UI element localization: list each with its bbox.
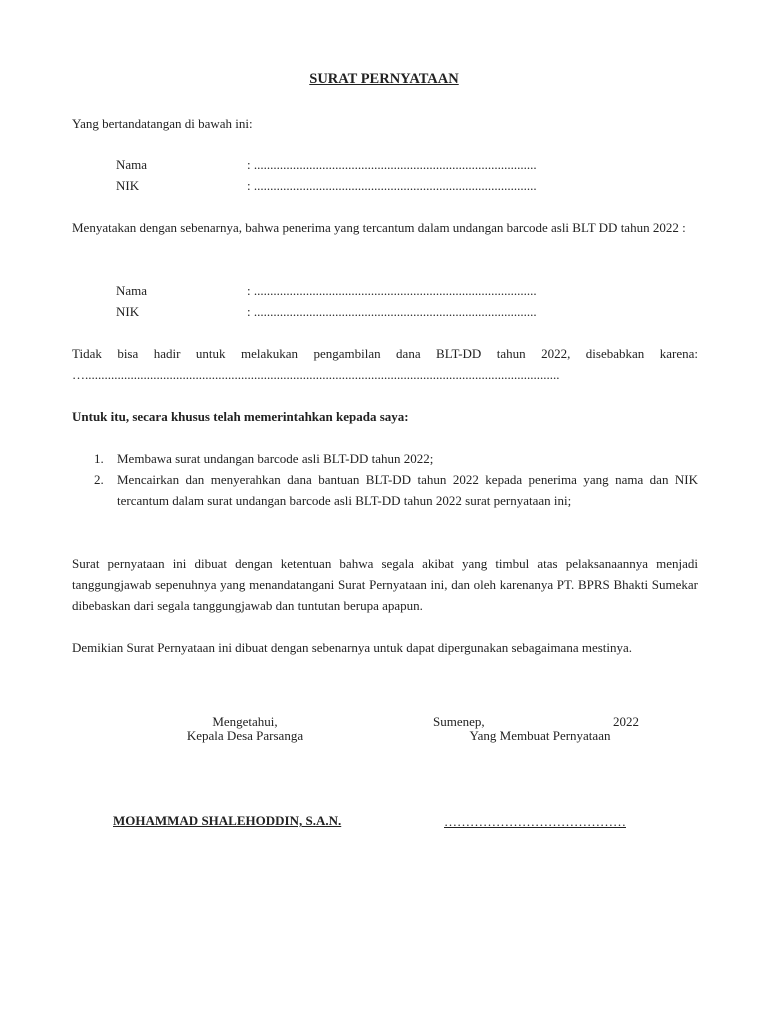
year-label: 2022 [613, 714, 639, 729]
recipient-nik-label: NIK [116, 304, 140, 319]
duty-number: 1. [94, 451, 104, 466]
village-head-name: MOHAMMAD SHALEHODDIN, S.A.N. [113, 813, 342, 828]
recipient-nik-value: : ....................................................................................... [247, 304, 537, 319]
duty-number: 2. [94, 472, 104, 487]
duty-text: Mencairkan dan menyerahkan dana bantuan BLT-DD tahun 2022 kepada penerima yang nama dan NIK tercantum dalam surat undangan barcode asli BLT-DD tahun 2022 surat pernyataan ini; [117, 472, 698, 508]
reason-dots: ….................................................................................................................................................. [72, 367, 560, 382]
duty-text: Membawa surat undangan barcode asli BLT-DD tahun 2022; [117, 451, 434, 466]
signer-nik-label: NIK [116, 178, 140, 193]
place-label: Sumenep, [433, 714, 485, 729]
reason-paragraph: Tidak bisa hadir untuk melakukan pengambilan dana BLT-DD tahun 2022, disebabkan karena: [72, 346, 698, 361]
statement-paragraph: Menyatakan dengan sebenarnya, bahwa penerima yang tercantum dalam undangan barcode asli BLT DD tahun 2022 : [72, 220, 686, 235]
recipient-name-label: Nama [116, 283, 148, 298]
closing-paragraph: Demikian Surat Pernyataan ini dibuat dengan sebenarnya untuk dapat dipergunakan sebagaimana mestinya. [72, 640, 633, 655]
document-title: SURAT PERNYATAAN [309, 71, 459, 87]
signer-name-label: Nama [116, 157, 148, 172]
intro-text: Yang bertandatangan di bawah ini: [72, 116, 253, 131]
declarant-name-line: …………………………………… [444, 814, 626, 829]
authorization-heading: Untuk itu, secara khusus telah memerintahkan kepada saya: [72, 409, 409, 424]
declarant-title: Yang Membuat Pernyataan [469, 728, 611, 743]
signer-nik-value: : ....................................................................................... [247, 178, 537, 193]
acknowledged-label: Mengetahui, [212, 714, 278, 729]
recipient-name-value: : ....................................................................................... [247, 283, 537, 298]
village-head-title: Kepala Desa Parsanga [186, 728, 304, 743]
liability-paragraph: Surat pernyataan ini dibuat dengan ketentuan bahwa segala akibat yang timbul atas pelaksanaannya menjadi tanggungjawab sepenuhnya yang menandatangani Surat Pernyataan ini, dan oleh karenanya PT. BPRS Bhakti Sumekar dibebaskan dari segala tanggungjawab dan tuntutan berupa apapun. [72, 556, 698, 613]
signer-name-value: : ....................................................................................... [247, 157, 537, 172]
